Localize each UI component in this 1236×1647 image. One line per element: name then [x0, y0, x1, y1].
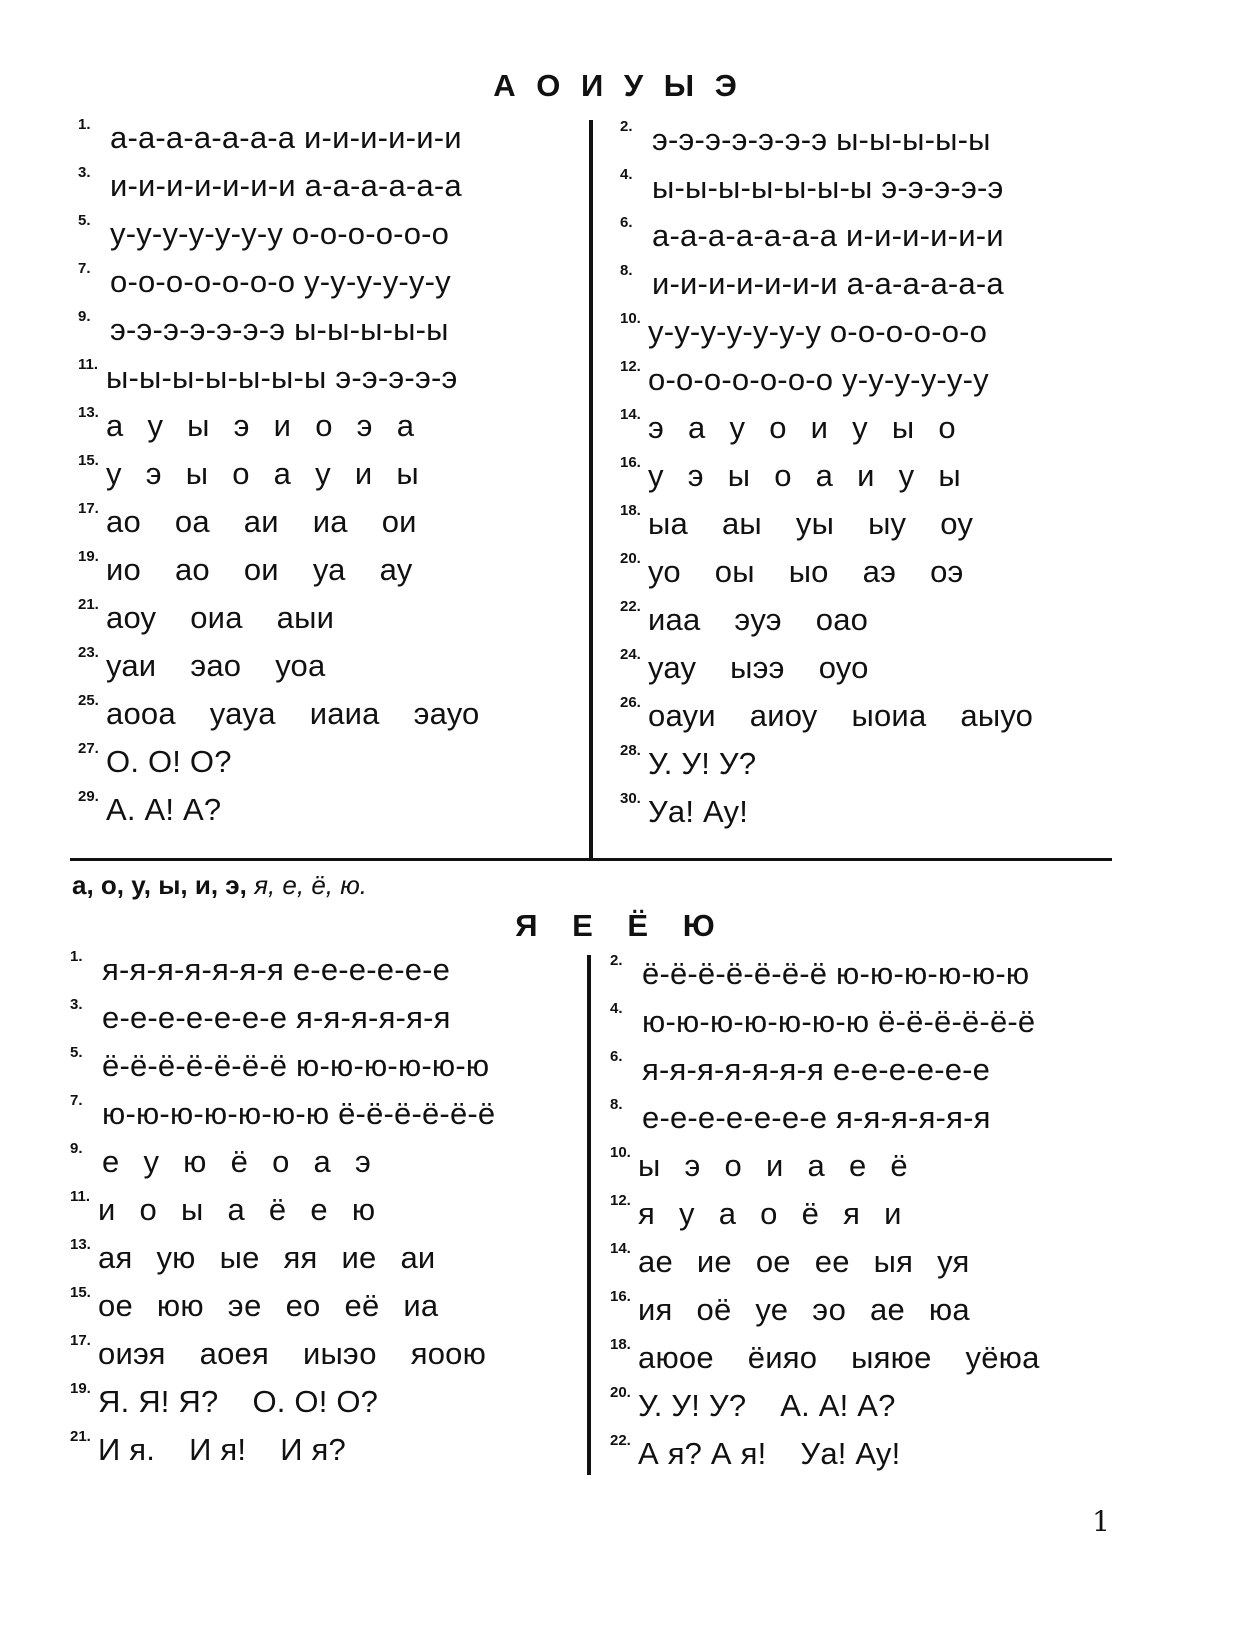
exercise-number: 12.: [610, 1192, 631, 1209]
exercise-text: [648, 650, 869, 686]
exercise-text: [110, 120, 462, 156]
exercise-number: 3.: [78, 164, 91, 181]
exercise-syllable: э: [648, 410, 665, 445]
exercise-syllable: яоою: [410, 1336, 487, 1371]
exercise-text: [98, 1336, 486, 1372]
exercise-number: 6.: [610, 1048, 623, 1065]
exercise-text: [98, 1384, 378, 1420]
exercise-syllable: э: [684, 1148, 701, 1183]
exercise-syllable: ыу: [868, 506, 907, 541]
exercise-text: [98, 1288, 438, 1324]
exercise-syllable: оё: [696, 1292, 732, 1327]
exercise-syllable: эауо: [413, 696, 480, 731]
exercise-syllable: ю: [351, 1192, 376, 1227]
exercise-text: [648, 362, 989, 398]
exercise-syllable: э-э-э-э-э-э-э ы-ы-ы-ы-ы: [110, 312, 449, 347]
exercise-syllable: и: [354, 456, 373, 491]
exercise-text: [110, 168, 462, 204]
exercise-syllable: и: [884, 1196, 902, 1231]
exercise-text: [638, 1244, 969, 1280]
exercise-number: 7.: [78, 260, 91, 277]
exercise-text: [652, 266, 1004, 302]
exercise-syllable: ёияо: [747, 1340, 818, 1375]
exercise-syllable: ё: [230, 1144, 249, 1179]
exercise-syllable: оа: [174, 504, 210, 539]
exercise-syllable: у: [143, 1144, 160, 1179]
exercise-syllable: оао: [815, 602, 869, 637]
exercise-syllable: оы: [714, 554, 755, 589]
exercise-number: 15.: [78, 452, 99, 469]
exercise-syllable: а-а-а-а-а-а-а и-и-и-и-и-и: [110, 120, 462, 155]
exercise-syllable: юю: [156, 1288, 204, 1323]
exercise-text: [648, 410, 956, 446]
exercise-syllable: ео: [285, 1288, 321, 1323]
exercise-number: 22.: [620, 598, 641, 615]
exercise-syllable: ы: [638, 1148, 661, 1183]
exercise-number: 18.: [620, 502, 641, 519]
exercise-syllable: ыя: [873, 1244, 914, 1279]
exercise-syllable: ю-ю-ю-ю-ю-ю-ю ё-ё-ё-ё-ё-ё: [642, 1004, 1036, 1039]
exercise-syllable: е: [848, 1148, 867, 1183]
exercise-syllable: О. О! О?: [252, 1384, 379, 1419]
exercise-syllable: а: [718, 1196, 737, 1231]
exercise-syllable: оиа: [190, 600, 243, 635]
exercise-syllable: иа: [312, 504, 348, 539]
exercise-number: 13.: [70, 1236, 91, 1253]
exercise-number: 4.: [610, 1000, 623, 1017]
exercise-syllable: аюое: [638, 1340, 714, 1375]
exercise-syllable: оэ: [930, 554, 964, 589]
section-divider: [70, 858, 1112, 861]
exercise-number: 8.: [610, 1096, 623, 1113]
exercise-syllable: ы-ы-ы-ы-ы-ы-ы э-э-э-э-э: [106, 360, 458, 395]
exercise-text: [648, 698, 1033, 734]
exercise-text: [106, 552, 412, 588]
exercise-syllable: ые: [219, 1240, 260, 1275]
exercise-syllable: ы: [180, 1192, 204, 1227]
exercise-text: [652, 122, 991, 158]
exercise-syllable: ы: [187, 408, 210, 443]
exercise-syllable: Уа! Ау!: [648, 794, 749, 829]
exercise-number: 16.: [610, 1288, 631, 1305]
exercise-syllable: и-и-и-и-и-и-и а-а-а-а-а-а: [110, 168, 462, 203]
exercise-syllable: эао: [190, 648, 242, 683]
exercise-number: 13.: [78, 404, 99, 421]
exercise-number: 20.: [610, 1384, 631, 1401]
exercise-syllable: яя: [283, 1240, 318, 1275]
exercise-text: [98, 1240, 435, 1276]
exercise-syllable: уаyа: [209, 696, 276, 731]
section-2-column-divider: [587, 955, 591, 1475]
exercise-text: [648, 554, 964, 590]
exercise-text: [652, 170, 1004, 206]
exercise-number: 24.: [620, 646, 641, 663]
exercise-number: 14.: [620, 406, 641, 423]
exercise-syllable: о-о-о-о-о-о-о у-у-у-у-у-у: [110, 264, 451, 299]
exercise-syllable: юа: [928, 1292, 970, 1327]
exercise-syllable: аоу: [106, 600, 157, 635]
exercise-syllable: э: [687, 458, 704, 493]
exercise-number: 5.: [70, 1044, 83, 1061]
exercise-syllable: оу: [940, 506, 974, 541]
exercise-text: [638, 1196, 902, 1232]
exercise-syllable: э: [233, 408, 250, 443]
exercise-number: 7.: [70, 1092, 83, 1109]
exercise-syllable: иыэо: [302, 1336, 377, 1371]
exercise-syllable: е: [102, 1144, 120, 1179]
exercise-syllable: ё-ё-ё-ё-ё-ё-ё ю-ю-ю-ю-ю-ю: [642, 956, 1030, 991]
exercise-number: 1.: [70, 948, 83, 965]
exercise-syllable: э-э-э-э-э-э-э ы-ы-ы-ы-ы: [652, 122, 991, 157]
exercise-syllable: о: [760, 1196, 778, 1231]
exercise-syllable: аыи: [276, 600, 335, 635]
exercise-syllable: ю-ю-ю-ю-ю-ю-ю ё-ё-ё-ё-ё-ё: [102, 1096, 496, 1131]
exercise-number: 2.: [620, 118, 633, 135]
exercise-syllable: ыяюе: [851, 1340, 932, 1375]
exercise-syllable: а: [807, 1148, 825, 1183]
exercise-syllable: уоа: [275, 648, 326, 683]
exercise-syllable: ю: [183, 1144, 207, 1179]
exercise-syllable: о-о-о-о-о-о-о у-у-у-у-у-у: [648, 362, 989, 397]
exercise-syllable: уау: [648, 650, 697, 685]
exercise-text: [652, 218, 1004, 254]
exercise-syllable: эуэ: [734, 602, 782, 637]
exercise-syllable: о: [315, 408, 333, 443]
exercise-number: 6.: [620, 214, 633, 231]
exercise-text: [642, 956, 1029, 992]
exercise-number: 11.: [78, 356, 99, 373]
exercise-syllable: ё: [801, 1196, 820, 1231]
exercise-syllable: я: [638, 1196, 655, 1231]
exercise-number: 4.: [620, 166, 633, 183]
exercise-text: [638, 1292, 970, 1328]
exercise-syllable: уёюа: [965, 1340, 1040, 1375]
exercise-syllable: уы: [795, 506, 835, 541]
exercise-text: [648, 794, 748, 830]
exercise-number: 23.: [78, 644, 99, 661]
exercise-syllable: а: [815, 458, 834, 493]
exercise-number: 9.: [70, 1140, 83, 1157]
exercise-syllable: О. О! О?: [106, 744, 232, 779]
exercise-text: [648, 602, 868, 638]
exercise-text: [648, 458, 961, 494]
exercise-syllable: ё-ё-ё-ё-ё-ё-ё ю-ю-ю-ю-ю-ю: [102, 1048, 490, 1083]
exercise-number: 27.: [78, 740, 99, 757]
exercise-syllable: иаа: [648, 602, 701, 637]
exercise-number: 17.: [78, 500, 99, 517]
exercise-syllable: ы: [938, 458, 961, 493]
exercise-number: 20.: [620, 550, 641, 567]
exercise-syllable: И я!: [189, 1432, 247, 1467]
exercise-text: [638, 1388, 896, 1424]
exercise-syllable: оиэя: [98, 1336, 166, 1371]
section-1-column-divider: [589, 120, 593, 860]
exercise-text: [110, 312, 449, 348]
exercise-syllable: и-и-и-и-и-и-и а-а-а-а-а-а: [652, 266, 1004, 301]
exercise-syllable: У. У! У?: [648, 746, 757, 781]
exercise-number: 1.: [78, 116, 91, 133]
exercise-number: 28.: [620, 742, 641, 759]
exercise-syllable: ы-ы-ы-ы-ы-ы-ы э-э-э-э-э: [652, 170, 1004, 205]
exercise-syllable: ио: [106, 552, 141, 587]
exercise-number: 2.: [610, 952, 623, 969]
exercise-syllable: оуо: [818, 650, 869, 685]
exercise-syllable: эо: [812, 1292, 847, 1327]
exercise-syllable: ё: [268, 1192, 287, 1227]
letters-vowels-soft: я, е, ё, ю.: [254, 870, 368, 900]
exercise-number: 18.: [610, 1336, 631, 1353]
exercise-text: [642, 1100, 991, 1136]
exercise-number: 19.: [70, 1380, 91, 1397]
exercise-text: [106, 696, 480, 732]
exercise-syllable: Я. Я! Я?: [98, 1384, 219, 1419]
exercise-syllable: у: [648, 458, 664, 493]
exercise-syllable: у-у-у-у-у-у-у о-о-о-о-о-о: [648, 314, 988, 349]
exercise-text: [98, 1192, 375, 1228]
exercise-syllable: ао: [106, 504, 141, 539]
exercise-syllable: ия: [638, 1292, 673, 1327]
section-2-title: Я Е Ё Ю: [515, 908, 721, 943]
exercise-text: [102, 1096, 495, 1132]
exercise-text: [102, 952, 450, 988]
exercise-text: [106, 456, 419, 492]
exercise-number: 14.: [610, 1240, 631, 1257]
exercise-text: [638, 1340, 1040, 1376]
exercise-syllable: е-е-е-е-е-е-е я-я-я-я-я-я: [102, 1000, 451, 1035]
exercise-number: 26.: [620, 694, 641, 711]
exercise-syllable: э: [145, 456, 162, 491]
exercise-syllable: аы: [721, 506, 762, 541]
exercise-text: [638, 1148, 908, 1184]
exercise-text: [106, 600, 334, 636]
exercise-syllable: у: [315, 456, 331, 491]
exercise-syllable: а-а-а-а-а-а-а и-и-и-и-и-и: [652, 218, 1004, 253]
exercise-syllable: ыоиа: [851, 698, 927, 733]
letters-vowels-hard: а, о, у, ы, и, э,: [72, 870, 247, 900]
exercise-syllable: ао: [174, 552, 210, 587]
exercise-syllable: аи: [400, 1240, 436, 1275]
exercise-syllable: А. А! А?: [780, 1388, 896, 1423]
exercise-syllable: ие: [341, 1240, 377, 1275]
exercise-syllable: ы: [396, 456, 419, 491]
exercise-number: 15.: [70, 1284, 91, 1301]
exercise-syllable: ё: [890, 1148, 908, 1183]
exercise-syllable: ую: [156, 1240, 196, 1275]
exercise-text: [102, 1000, 451, 1036]
exercise-number: 12.: [620, 358, 641, 375]
exercise-syllable: И я.: [98, 1432, 156, 1467]
exercise-syllable: о: [272, 1144, 290, 1179]
exercise-syllable: у: [147, 408, 164, 443]
exercise-text: [102, 1144, 371, 1180]
exercise-text: [110, 216, 449, 252]
exercise-syllable: У. У! У?: [638, 1388, 747, 1423]
exercise-syllable: ие: [696, 1244, 732, 1279]
exercise-syllable: Уа! Ау!: [800, 1436, 901, 1471]
exercise-syllable: аи: [243, 504, 279, 539]
exercise-syllable: ое: [98, 1288, 133, 1323]
exercise-syllable: И я?: [280, 1432, 346, 1467]
exercise-syllable: аоея: [199, 1336, 269, 1371]
exercise-syllable: у: [106, 456, 122, 491]
exercise-syllable: о: [232, 456, 250, 491]
exercise-number: 10.: [620, 310, 641, 327]
exercise-text: [642, 1004, 1035, 1040]
exercise-syllable: ои: [243, 552, 279, 587]
exercise-syllable: А я? А я!: [638, 1436, 767, 1471]
exercise-syllable: и: [857, 458, 875, 493]
exercise-text: [638, 1436, 900, 1472]
exercise-text: [106, 792, 221, 828]
exercise-syllable: о: [139, 1192, 157, 1227]
exercise-syllable: а: [313, 1144, 331, 1179]
exercise-text: [106, 744, 232, 780]
exercise-text: [106, 648, 325, 684]
exercise-syllable: уе: [755, 1292, 789, 1327]
exercise-number: 21.: [70, 1428, 91, 1445]
exercise-text: [106, 408, 414, 444]
exercise-syllable: уо: [648, 554, 681, 589]
exercise-syllable: у: [679, 1196, 695, 1231]
exercise-text: [106, 360, 458, 396]
exercise-text: [648, 746, 756, 782]
exercise-syllable: аыуо: [960, 698, 1034, 733]
exercise-syllable: ау: [379, 552, 413, 587]
exercise-syllable: иа: [403, 1288, 439, 1323]
exercise-text: [642, 1052, 990, 1088]
exercise-syllable: а: [688, 410, 706, 445]
exercise-syllable: и: [810, 410, 829, 445]
exercise-number: 22.: [610, 1432, 631, 1449]
exercise-syllable: её: [344, 1288, 380, 1323]
exercise-syllable: о: [774, 458, 792, 493]
exercise-syllable: и: [273, 408, 292, 443]
exercise-number: 9.: [78, 308, 91, 325]
section-1-title: А О И У Ы Э: [493, 68, 743, 103]
exercise-syllable: э: [354, 1144, 371, 1179]
exercise-syllable: уа: [312, 552, 346, 587]
exercise-syllable: о: [769, 410, 787, 445]
exercise-syllable: а: [273, 456, 292, 491]
exercise-syllable: уаи: [106, 648, 157, 683]
exercise-syllable: ои: [381, 504, 417, 539]
exercise-syllable: эе: [227, 1288, 262, 1323]
exercise-syllable: у-у-у-у-у-у-у о-о-о-о-о-о: [110, 216, 450, 251]
exercise-text: [106, 504, 417, 540]
exercise-syllable: иаиа: [309, 696, 380, 731]
exercise-syllable: ыа: [648, 506, 688, 541]
exercise-syllable: аиоу: [749, 698, 818, 733]
exercise-text: [102, 1048, 489, 1084]
letters-summary-line: [72, 870, 367, 901]
exercise-syllable: ы: [891, 410, 915, 445]
exercise-number: 16.: [620, 454, 641, 471]
exercise-syllable: аооа: [106, 696, 176, 731]
exercise-syllable: ыо: [788, 554, 829, 589]
exercise-syllable: я-я-я-я-я-я-я е-е-е-е-е-е: [642, 1052, 991, 1087]
exercise-syllable: ае: [638, 1244, 673, 1279]
page-number: 1: [1092, 1505, 1110, 1538]
exercise-syllable: о: [938, 410, 956, 445]
exercise-syllable: А. А! А?: [106, 792, 222, 827]
exercise-number: 10.: [610, 1144, 631, 1161]
exercise-syllable: я: [843, 1196, 861, 1231]
exercise-syllable: а: [396, 408, 415, 443]
exercise-number: 5.: [78, 212, 91, 229]
exercise-syllable: э: [356, 408, 373, 443]
exercise-syllable: у: [852, 410, 868, 445]
exercise-text: [648, 506, 973, 542]
exercise-syllable: и: [98, 1192, 116, 1227]
exercise-syllable: аэ: [862, 554, 897, 589]
exercise-text: [98, 1432, 346, 1468]
exercise-number: 21.: [78, 596, 99, 613]
exercise-syllable: ее: [814, 1244, 850, 1279]
exercise-number: 29.: [78, 788, 99, 805]
exercise-syllable: ыээ: [730, 650, 785, 685]
exercise-syllable: е: [310, 1192, 328, 1227]
exercise-syllable: ы: [727, 458, 751, 493]
exercise-number: 30.: [620, 790, 641, 807]
exercise-number: 17.: [70, 1332, 91, 1349]
exercise-syllable: ае: [870, 1292, 905, 1327]
exercise-syllable: ая: [98, 1240, 133, 1275]
exercise-syllable: я-я-я-я-я-я-я е-е-е-е-е-е: [102, 952, 451, 987]
exercise-syllable: о: [724, 1148, 742, 1183]
exercise-text: [648, 314, 987, 350]
exercise-syllable: е-е-е-е-е-е-е я-я-я-я-я-я: [642, 1100, 991, 1135]
exercise-syllable: оауи: [648, 698, 716, 733]
exercise-syllable: а: [227, 1192, 245, 1227]
exercise-syllable: и: [765, 1148, 784, 1183]
exercise-number: 8.: [620, 262, 633, 279]
exercise-syllable: у: [729, 410, 746, 445]
exercise-syllable: ое: [755, 1244, 791, 1279]
exercise-syllable: а: [106, 408, 124, 443]
exercise-syllable: уя: [937, 1244, 970, 1279]
exercise-number: 11.: [70, 1188, 91, 1205]
exercise-syllable: ы: [185, 456, 209, 491]
exercise-syllable: у: [898, 458, 915, 493]
exercise-number: 19.: [78, 548, 99, 565]
exercise-text: [110, 264, 451, 300]
exercise-number: 25.: [78, 692, 99, 709]
exercise-number: 3.: [70, 996, 83, 1013]
